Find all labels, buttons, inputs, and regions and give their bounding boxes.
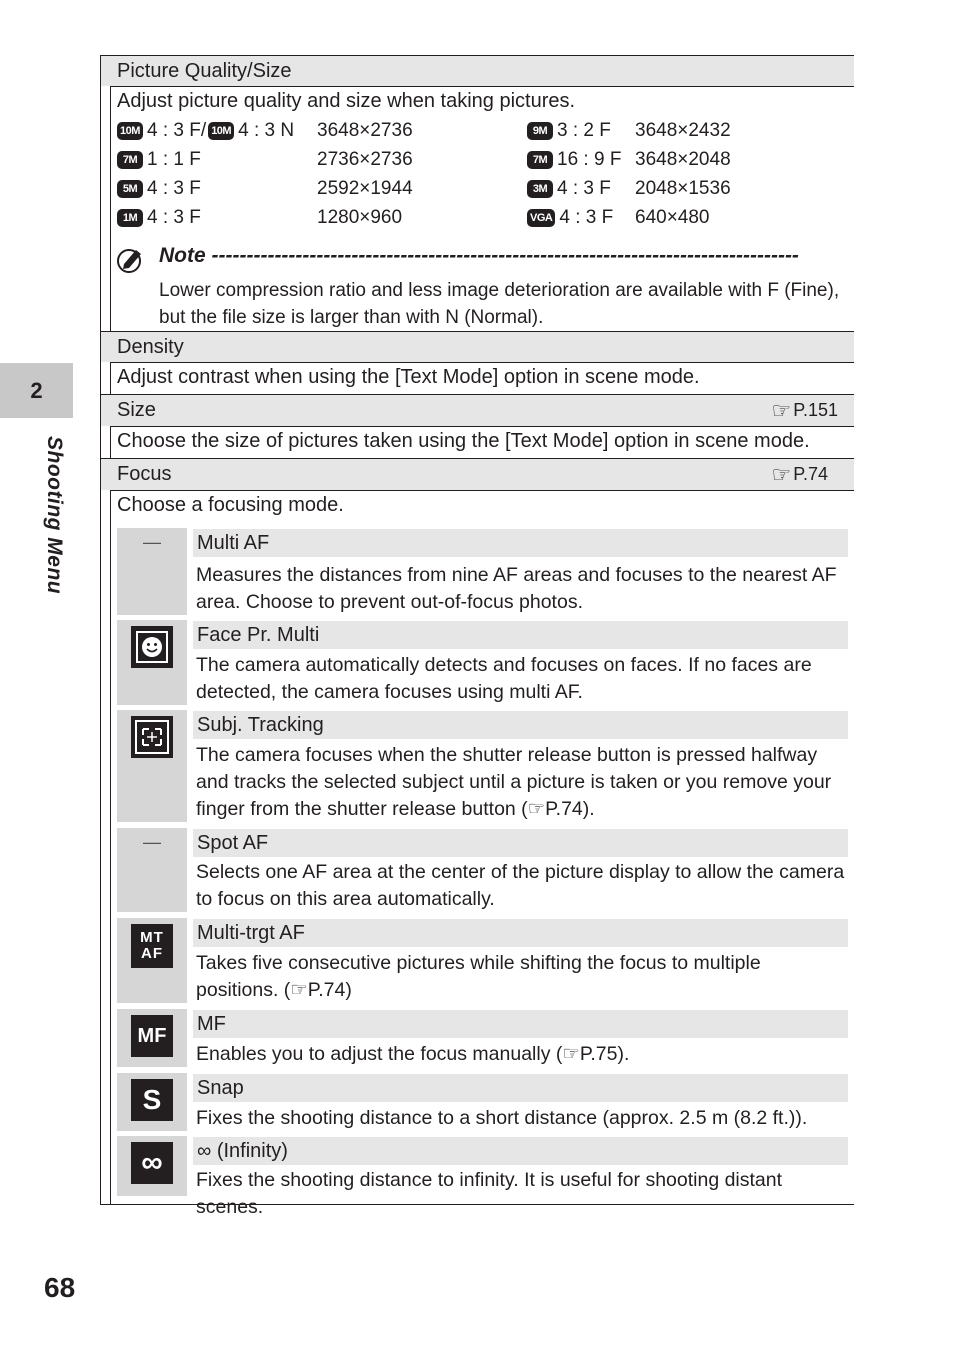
quality-option (117, 178, 201, 200)
picture-quality-title: Picture Quality/Size (117, 59, 292, 82)
size-description: Choose the size of pictures taken using the [Text Mode] option in scene mode. (117, 430, 810, 452)
focus-description: Choose a focusing mode. (117, 494, 344, 516)
divider (111, 362, 854, 363)
size-page-ref (772, 395, 838, 426)
subject-tracking-icon (131, 716, 173, 758)
face-detection-icon (131, 626, 173, 668)
mode-name-infinity: ∞ (Infinity) (193, 1137, 848, 1165)
pointing-hand-icon: ☞ (771, 461, 792, 487)
pointing-hand-icon: ☞ (771, 397, 792, 423)
mode-desc-multi-trgt-af: Takes five consecutive pictures while shifting the focus to multiple positions. (☞P.74) (196, 952, 761, 1001)
mode-name-snap: Snap (193, 1074, 848, 1102)
mode-icon-cell (117, 528, 187, 615)
ref-page: P.151 (793, 400, 838, 420)
mode-icon-cell (117, 918, 187, 1003)
chapter-number: 2 (30, 377, 43, 403)
quality-option (117, 207, 201, 229)
mode-desc-infinity: Fixes the shooting distance to infinity. It is useful for shooting distant scenes. (196, 1169, 783, 1218)
inner-border (110, 490, 111, 1205)
mode-name-face-pr-multi: Face Pr. Multi (193, 621, 848, 649)
density-title: Density (117, 335, 184, 358)
icon-text: S (142, 1084, 162, 1115)
no-icon-dash: — (143, 832, 161, 852)
resolution-badge: 10M (208, 122, 234, 140)
quality-option (527, 149, 621, 171)
mode-desc-spot-af: Selects one AF area at the center of the picture display to allow the camera to focus on this area automatically. (196, 861, 845, 910)
mode-icon-cell (117, 828, 187, 912)
mode-desc-multi-af: Measures the distances from nine AF areas and focuses to the nearest AF area. Choose to prevent out-of-focus photos. (196, 564, 837, 613)
multi-target-af-icon (131, 924, 173, 968)
picture-quality-header (101, 56, 854, 86)
quality-size: 1280×960 (317, 207, 403, 228)
icon-text: MF (137, 1024, 167, 1047)
size-header (101, 395, 854, 426)
ref-page: P.74 (793, 464, 828, 484)
mode-name-subj-tracking: Subj. Tracking (193, 711, 848, 739)
resolution-badge: 7M (117, 151, 143, 169)
quality-size: 2048×1536 (635, 178, 731, 199)
divider (111, 86, 854, 87)
mode-icon-cell (117, 710, 187, 822)
quality-label: 16 : 9 F (557, 149, 622, 170)
quality-label: 4 : 3 F/ (147, 120, 207, 141)
quality-label: 4 : 3 F (147, 178, 201, 199)
mode-name-multi-trgt-af: Multi-trgt AF (193, 919, 848, 947)
mode-icon-cell (117, 1009, 187, 1067)
quality-label: 4 : 3 F (147, 207, 201, 228)
table-left-border (100, 55, 101, 1205)
page-number: 68 (44, 1272, 76, 1303)
mode-name-spot-af: Spot AF (193, 829, 848, 857)
quality-label: 1 : 1 F (147, 149, 201, 170)
mode-icon-cell (117, 1073, 187, 1131)
manual-focus-icon (131, 1015, 173, 1057)
divider (111, 490, 854, 491)
mode-desc-face-pr-multi: The camera automatically detects and focuses on faces. If no faces are detected, the camera focuses using multi AF. (196, 654, 812, 703)
quality-size: 3648×2048 (635, 149, 731, 170)
quality-label: 3 : 2 F (557, 120, 611, 141)
quality-size: 2592×1944 (317, 178, 413, 199)
no-icon-dash: — (143, 532, 161, 552)
icon-text: MT AF (140, 929, 169, 962)
quality-size: 2736×2736 (317, 149, 413, 170)
quality-size: 3648×2432 (635, 120, 731, 141)
mode-icon-cell (117, 1136, 187, 1196)
density-description: Adjust contrast when using the [Text Mode] option in scene mode. (117, 366, 700, 388)
quality-option (527, 120, 611, 142)
infinity-icon (131, 1142, 173, 1184)
quality-option (117, 120, 294, 142)
mode-desc-mf: Enables you to adjust the focus manually (☞P.75). (196, 1043, 630, 1065)
note-title: Note ------------------------------------------------------------------------------------ (159, 244, 799, 267)
mode-icon-cell (117, 620, 187, 705)
divider (111, 426, 854, 427)
quality-label: 4 : 3 F (557, 178, 611, 199)
mode-name-multi-af: Multi AF (193, 529, 848, 557)
focus-header (101, 459, 854, 490)
focus-title: Focus (117, 463, 172, 485)
resolution-badge: VGA (527, 209, 555, 227)
mode-name-mf: MF (193, 1010, 848, 1038)
chapter-label: Shooting Menu (43, 436, 66, 595)
mode-desc-subj-tracking: The camera focuses when the shutter release button is pressed halfway and tracks the selected subject until a picture is taken or you remove your finger from the shutter release button (☞P.74). (196, 744, 832, 820)
focus-page-ref (772, 459, 828, 490)
resolution-badge: 3M (527, 180, 553, 198)
quality-option (527, 178, 611, 200)
resolution-badge: 7M (527, 151, 553, 169)
resolution-badge: 1M (117, 209, 143, 227)
quality-label: 4 : 3 N (238, 120, 295, 141)
icon-text: ∞ (141, 1146, 163, 1179)
quality-size: 640×480 (635, 207, 710, 228)
resolution-badge: 9M (527, 122, 553, 140)
note-pencil-icon (116, 244, 146, 274)
size-title: Size (117, 399, 156, 421)
quality-size: 3648×2736 (317, 120, 413, 141)
mode-desc-snap: Fixes the shooting distance to a short distance (approx. 2.5 m (8.2 ft.)). (196, 1107, 808, 1129)
snap-icon (131, 1079, 173, 1121)
resolution-badge: 5M (117, 180, 143, 198)
inner-border (110, 86, 111, 331)
density-header (101, 332, 854, 362)
inner-border (110, 362, 111, 394)
resolution-badge: 10M (117, 122, 143, 140)
quality-label: 4 : 3 F (559, 207, 614, 228)
inner-border (110, 426, 111, 458)
quality-option (117, 149, 201, 171)
quality-option (527, 207, 613, 229)
picture-quality-description: Adjust picture quality and size when taking pictures. (117, 90, 576, 112)
note-text: Lower compression ratio and less image deterioration are available with F (Fine), but the file size is larger than with N (Normal). (159, 280, 840, 328)
